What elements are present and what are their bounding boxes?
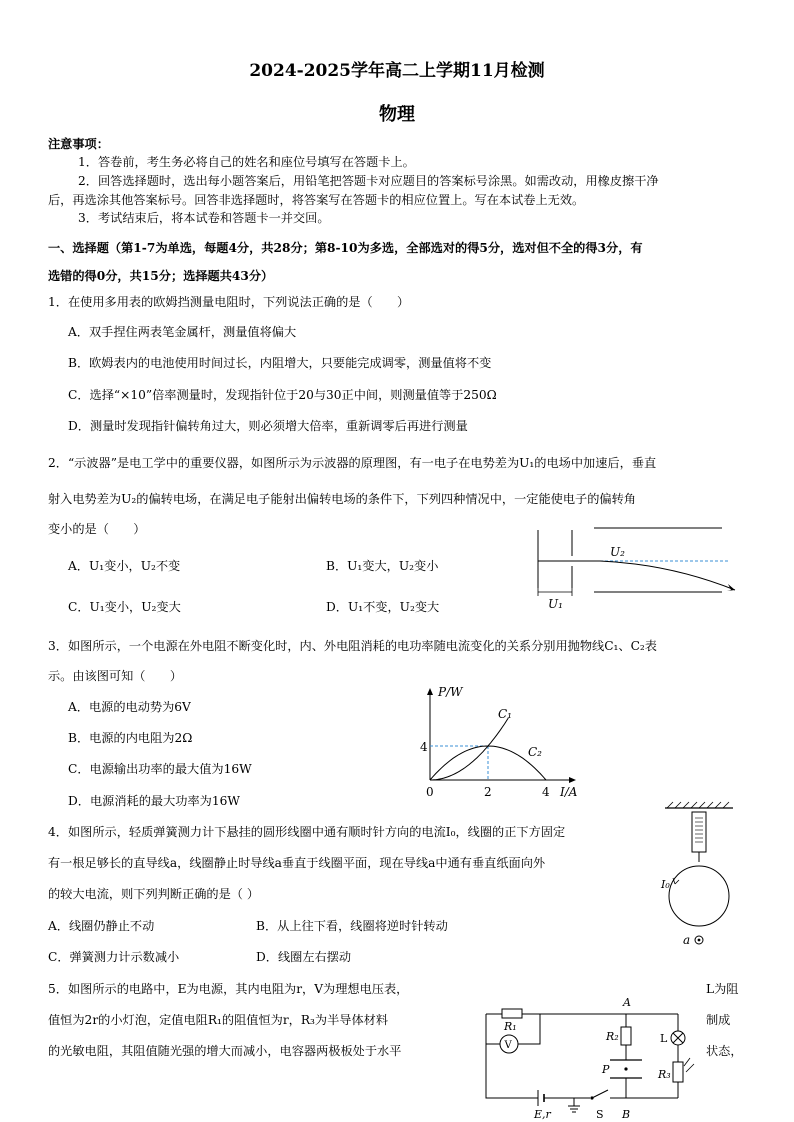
curve-c1-label: C₁ [498,707,512,721]
q4-stem-2: 有一根足够长的直导线a，线圈静止时导线a垂直于线圈平面，现在导线a中通有垂直纸面向外 [48,856,546,870]
y-axis-arrow-icon [427,688,433,695]
q5-stem-2-right: 制成 [706,1013,731,1027]
u1-label: U₁ [548,597,563,611]
r3-label: R₃ [658,1068,671,1081]
q3-option-b: B．电源的内电阻为2Ω [68,731,193,745]
curve-c1 [430,718,508,780]
q1-option-d: D．测量时发现指针偏转角过大，则必须增大倍率，重新调零后再进行测量 [68,419,468,433]
x-tick-0: 0 [426,785,434,799]
x-axis-arrow-icon [569,777,576,783]
circuit-figure [478,994,706,1120]
notice-item-3: 3．考试结束后，将本试卷和答题卡一并交回。 [78,211,330,225]
q3-option-c: C．电源输出功率的最大值为16W [68,762,252,776]
ground-icon [568,1106,580,1112]
q3-stem-1: 3．如图所示，一个电源在外电阻不断变化时，内、外电阻消耗的电功率随电流变化的关系分别用抛物线C₁、C₂表 [48,639,657,653]
ceiling-hatch [667,802,729,808]
x-tick-2: 2 [484,785,492,799]
notice-item-2-cont: 后，再选涂其他答案标号。回答非选择题时，将答案写在答题卡的相应位置上。写在本试卷上无效。 [48,193,585,207]
spring-coil-figure [655,800,745,950]
deflected-trajectory [600,561,735,590]
q2-option-c: C．U₁变小，U₂变大 [68,600,181,614]
i0-label: I₀ [661,878,670,891]
q4-stem-3: 的较大电流，则下列判断正确的是（ ） [48,887,260,901]
y-axis-label: P/W [438,685,463,699]
r1-label: R₁ [504,1020,517,1033]
r2-resistor [621,1027,631,1045]
x-tick-4: 4 [542,785,550,799]
exam-title: 2024-2025学年高二上学期11月检测 [249,61,545,81]
battery-label: E,r [534,1108,551,1120]
q2-option-a: A．U₁变小，U₂不变 [68,559,181,573]
r2-label: R₂ [606,1030,619,1043]
lamp-label: L [660,1032,668,1045]
q5-stem-3-right: 状态， [706,1044,743,1058]
q1-option-c: C．选择“×10”倍率测量时，发现指针位于20与30正中间，则测量值等于250Ω [68,388,497,402]
droplet-p-icon [624,1067,627,1070]
q3-option-d: D．电源消耗的最大功率为16W [68,794,240,808]
node-a-label: A [623,996,631,1009]
q4-option-d: D．线圈左右摆动 [256,950,352,964]
y-tick-4: 4 [420,740,428,754]
node-b-label: B [622,1108,631,1120]
wire-a-dot-icon [698,939,701,942]
q2-stem-2: 射入电势差为U₂的偏转电场，在满足电子能射出偏转电场的条件下，下列四种情况中，一定能使电子的偏转角 [48,492,636,506]
notice-heading: 注意事项： [48,137,109,151]
q1-option-b: B．欧姆表内的电池使用时间过长，内阻增大，只要能完成调零，测量值将不变 [68,356,492,370]
coil-loop [669,866,729,926]
q5-stem-1-right: L为阻 [706,982,739,996]
q5-stem-2: 值恒为2r的小灯泡，定值电阻R₁的阻值恒为r，R₃为半导体材料 [48,1013,389,1027]
q4-option-c: C．弹簧测力计示数减小 [48,950,180,964]
r1-resistor [502,1009,522,1018]
q1-stem: 1．在使用多用表的欧姆挡测量电阻时，下列说法正确的是（ ） [48,295,410,309]
x-axis-label: I/A [560,785,578,799]
section-1-heading: 一、选择题（第1-7为单选，每题4分，共28分；第8-10为多选，全部选对的得5分，选对但不全的得3分，有 [48,241,643,255]
q4-option-b: B．从上往下看，线圈将逆时针转动 [256,919,448,933]
light-arrows-icon [684,1058,694,1072]
q2-stem-1: 2．“示波器”是电工学中的重要仪器，如图所示为示波器的原理图，有一电子在电势差为U₁的电场中加速后，垂直 [48,456,657,470]
curve-c2-label: C₂ [528,745,542,759]
notice-item-1: 1．答卷前，考生务必将自己的姓名和座位号填写在答题卡上。 [78,155,415,169]
q5-stem-1: 5．如图所示的电路中，E为电源，其内电阻为r，V为理想电压表， [48,982,409,996]
voltmeter-label: V [504,1040,512,1051]
q2-option-b: B．U₁变大，U₂变小 [326,559,439,573]
point-p-label: P [602,1063,610,1076]
wire-a-label: a [683,933,691,947]
q4-stem-1: 4．如图所示，轻质弹簧测力计下悬挂的圆形线圈中通有顺时针方向的电流I₀，线圈的正下方固定 [48,825,566,839]
r3-photoresistor [673,1062,683,1082]
u2-label: U₂ [610,545,625,559]
q5-stem-3: 的光敏电阻，其阻值随光强的增大而减小，电容器两极板处于水平 [48,1044,402,1058]
oscilloscope-figure [530,520,760,620]
switch-s[interactable] [592,1090,608,1098]
q2-stem-3: 变小的是（ ） [48,522,146,536]
section-1-heading-cont: 选错的得0分，共15分；选择题共43分） [48,269,274,283]
exam-subject: 物理 [379,104,415,125]
switch-label: S [596,1108,604,1120]
q3-option-a: A．电源的电动势为6V [68,700,191,714]
q4-option-a: A．线圈仍静止不动 [48,919,155,933]
notice-item-2: 2．回答选择题时，选出每小题答案后，用铅笔把答题卡对应题目的答案标号涂黑。如需改动，用橡皮擦干净 [78,174,659,188]
q1-option-a: A．双手捏住两表笔金属杆，测量值将偏大 [68,325,297,339]
q2-option-d: D．U₁不变，U₂变大 [326,600,440,614]
q3-stem-2: 示。由该图可知（ ） [48,669,183,683]
power-current-chart [410,682,590,800]
